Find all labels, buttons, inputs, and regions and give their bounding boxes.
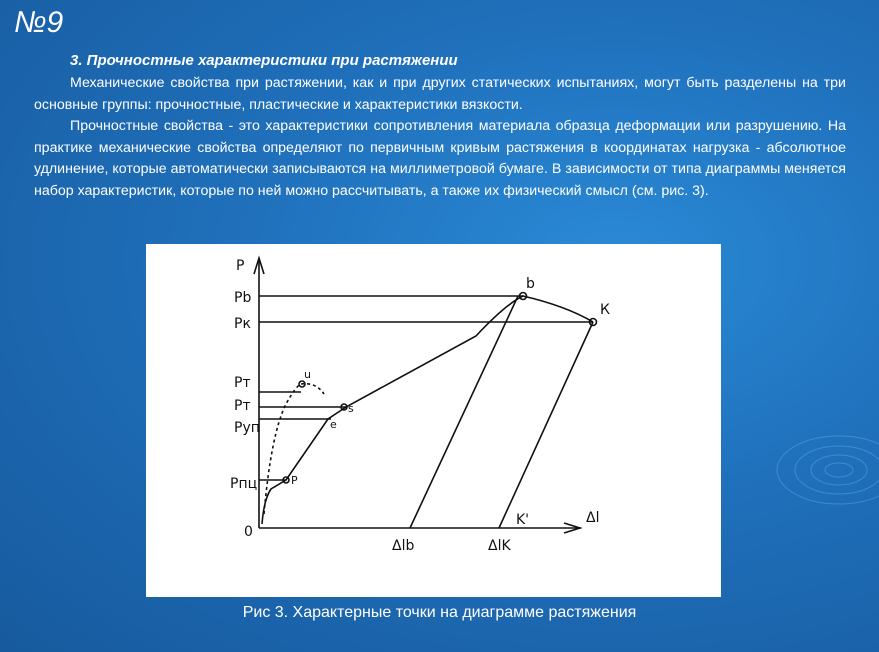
x-axis-label: Δl	[586, 510, 600, 526]
stress-strain-diagram	[146, 244, 721, 597]
point-u-label: u	[304, 368, 311, 381]
point-p-label: P	[291, 474, 298, 487]
paragraph: Механические свойства при растяжении, как и при других статических испытаниях, могут быть разделены на три основные группы: прочностные, пластические и характеристики вязкости.	[34, 75, 846, 113]
y-axis-label: P	[236, 258, 245, 274]
point-s-label: s	[348, 402, 354, 415]
point-k-label: К	[600, 302, 610, 318]
diagram-svg	[146, 244, 721, 597]
ppc-label: Pпц	[230, 476, 258, 492]
pb-label: Pb	[234, 290, 252, 306]
point-e-label: e	[330, 418, 337, 431]
origin-label: 0	[244, 524, 253, 540]
body-text	[34, 73, 846, 203]
unload-b-line	[410, 296, 518, 528]
dl-b-label: Δlb	[392, 538, 415, 554]
figure-caption: Рис 3. Характерные точки на диаграмме растяжения	[242, 604, 637, 621]
point-k-prime-label: K'	[516, 512, 530, 528]
pt-upper-label: Pт	[234, 375, 251, 391]
dl-k-label: ΔlK	[488, 538, 511, 554]
pk-label: Pк	[234, 316, 251, 332]
upper-yield-curve	[264, 384, 324, 514]
ripple-decoration	[739, 420, 879, 540]
slide-number: №9	[14, 6, 64, 39]
section-heading: 3. Прочностные характеристики при растяжении	[70, 52, 458, 69]
paragraph: Прочностные свойства - это характеристики сопротивления материала образца деформации или разрушению. На практике механические свойства определяют по первичным кривым растяжения в координатах нагрузка - абсолютное удлинение, которые автоматически записываются на миллиметровой бумаге. В зависимости от типа диаграммы меняется набор характеристик, которые по ней можно рассчитывать, а также их физический смысл (см. рис. 3).	[34, 118, 846, 199]
unload-k-line	[499, 322, 593, 528]
point-b-label: b	[526, 276, 535, 292]
pt-label: Pт	[234, 398, 251, 414]
pup-label: Pуп	[234, 420, 260, 436]
